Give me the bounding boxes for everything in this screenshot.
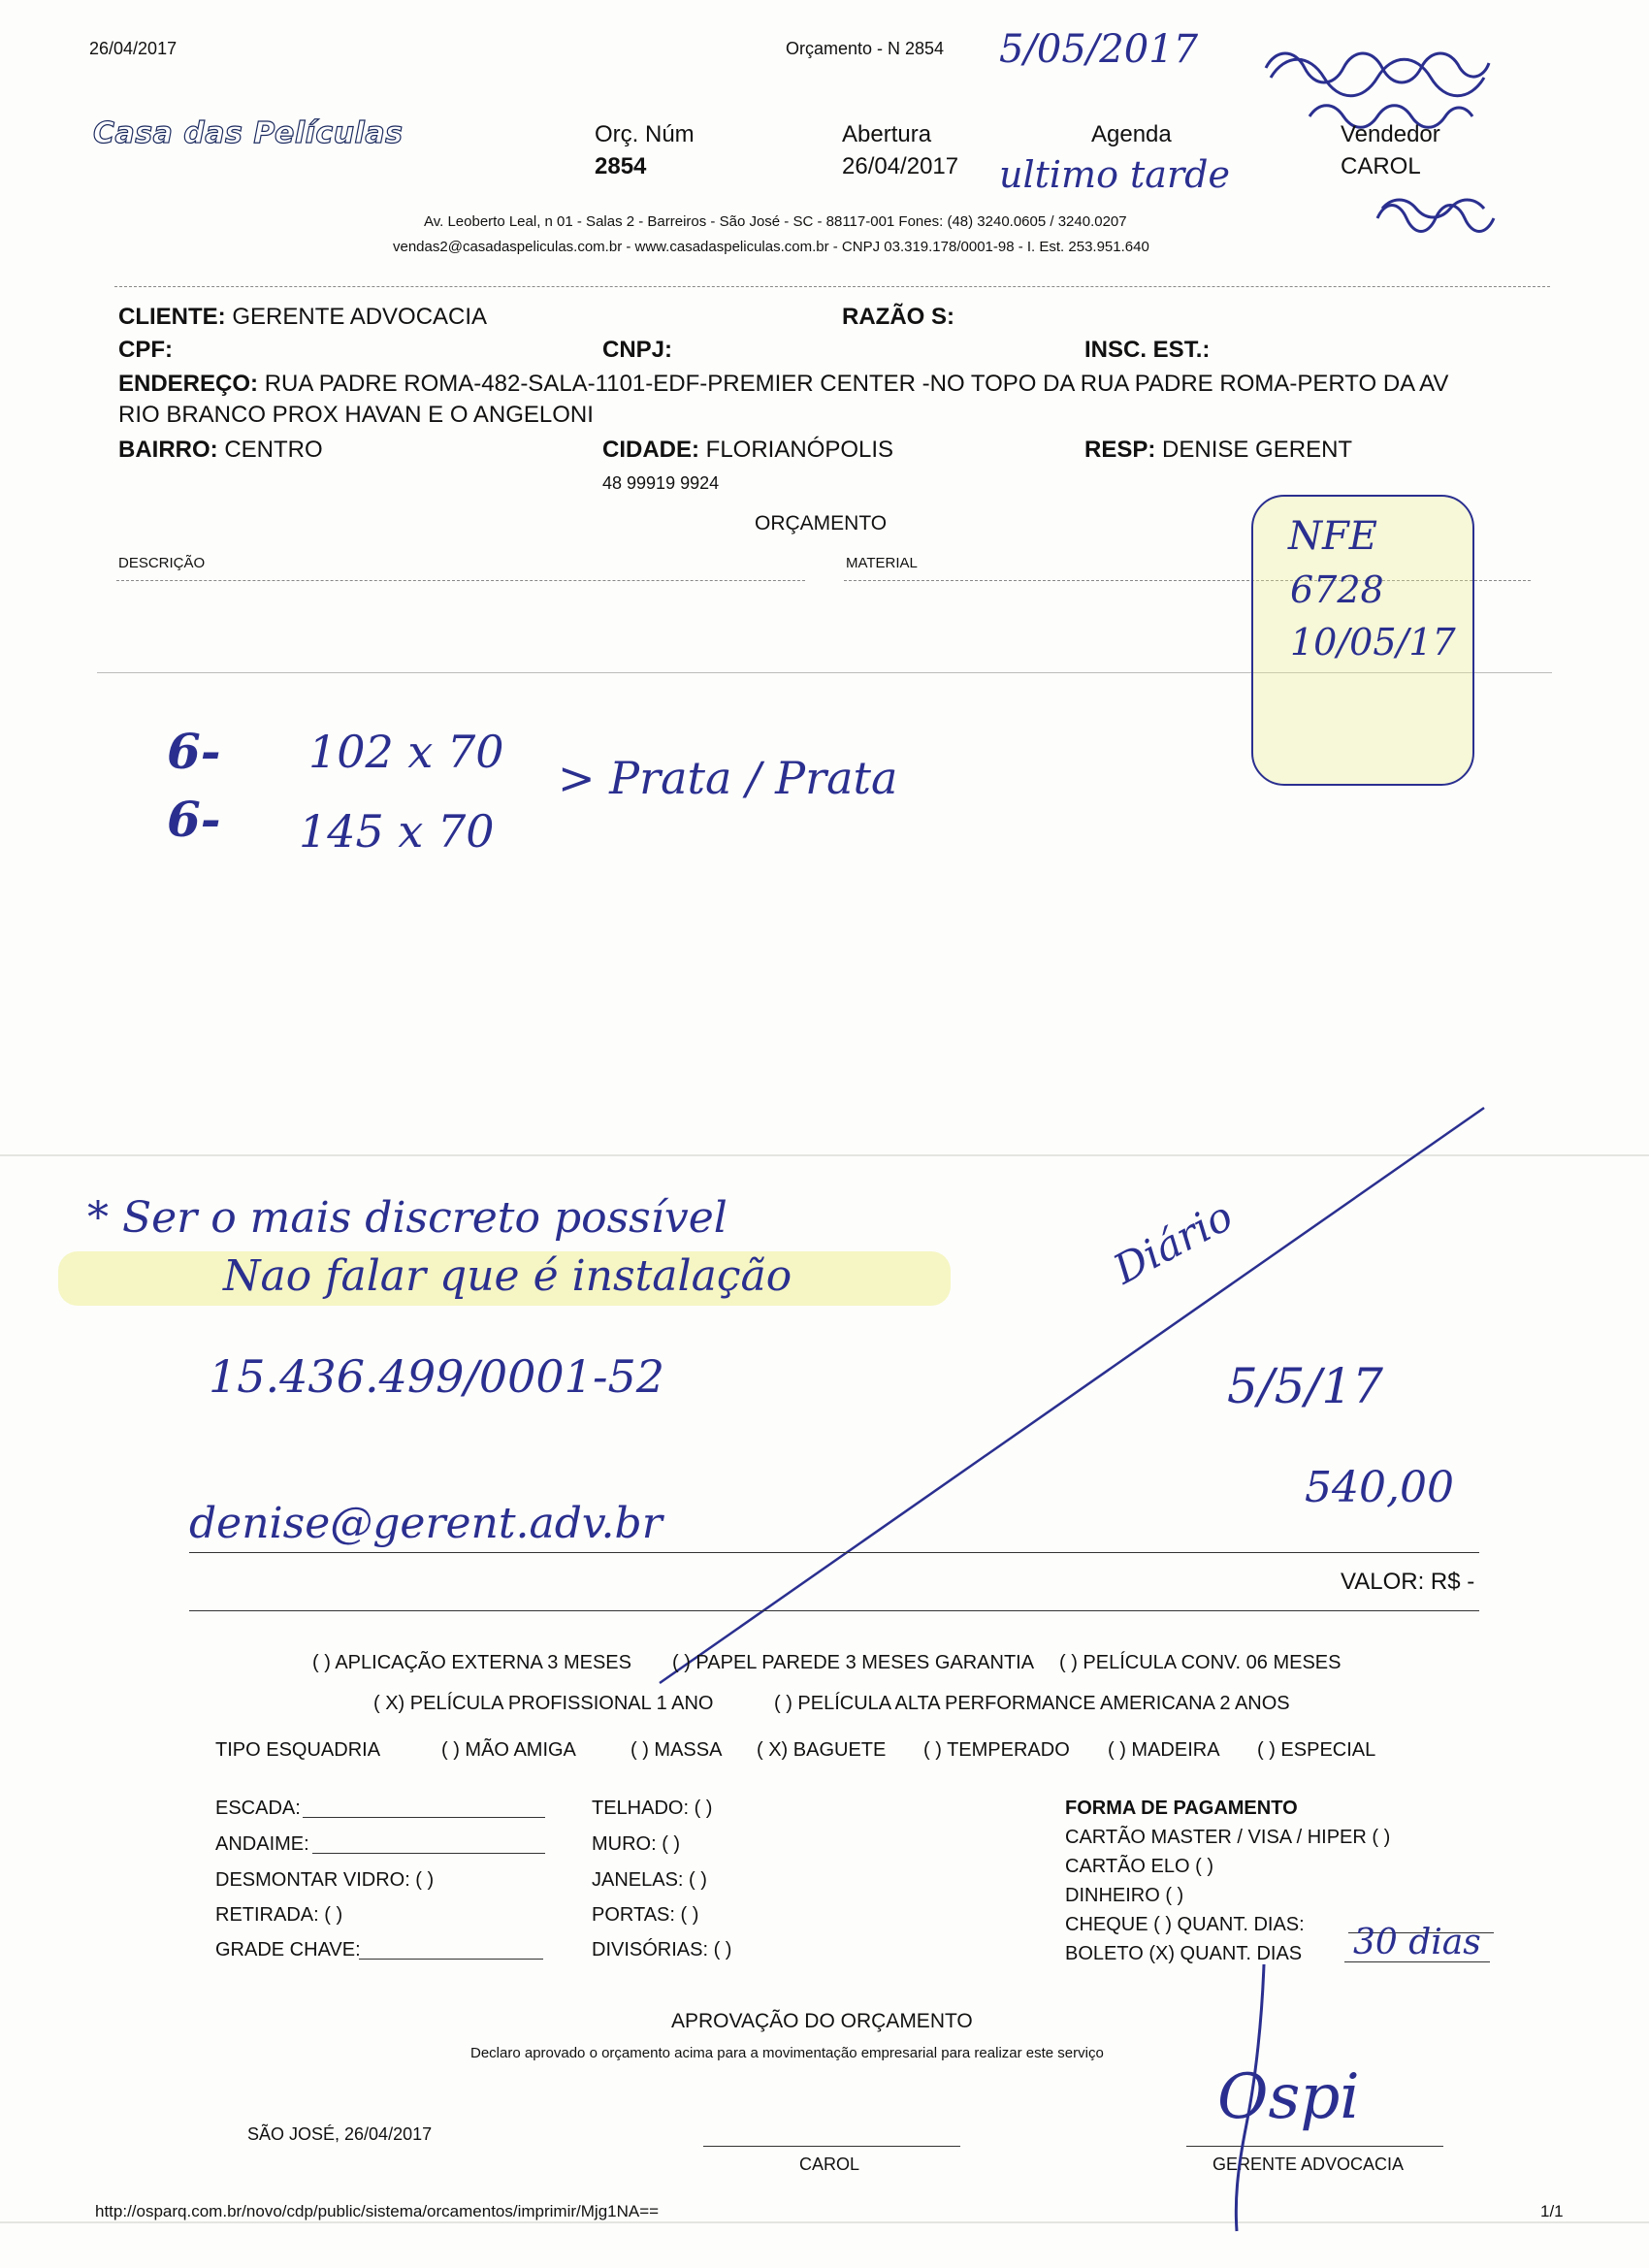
footer-url[interactable]: http://osparq.com.br/novo/cdp/public/sistema/orcamentos/imprimir/Mjg1NA==	[95, 2202, 660, 2220]
payment-cheque[interactable]: CHEQUE ( ) QUANT. DIAS:	[1065, 1914, 1305, 1935]
valor-line	[189, 1610, 1479, 1611]
agenda-handwritten: ultimo tarde	[999, 153, 1230, 196]
client-phone: 48 99919 9924	[602, 473, 720, 493]
handwritten-date-note: 5/5/17	[1227, 1358, 1383, 1414]
endereco-label: ENDEREÇO:	[118, 371, 259, 397]
bairro-value: CENTRO	[224, 437, 323, 463]
payment-cartao-elo[interactable]: CARTÃO ELO ( )	[1065, 1856, 1213, 1877]
nfe-date: 10/05/17	[1290, 621, 1456, 664]
portas[interactable]: PORTAS: ( )	[592, 1904, 699, 1926]
company-logo: Casa das Películas	[93, 116, 404, 150]
cpf-label: CPF:	[118, 337, 173, 363]
andaime-label: ANDAIME:	[215, 1833, 309, 1855]
resp-label: RESP:	[1084, 437, 1156, 463]
signature-label-client: GERENTE ADVOCACIA	[1212, 2155, 1405, 2174]
item1-size: 102 x 70	[308, 726, 504, 778]
esquadria-especial[interactable]: ( ) ESPECIAL	[1257, 1739, 1376, 1761]
print-date: 26/04/2017	[89, 39, 178, 58]
material-label: MATERIAL	[846, 555, 918, 571]
company-contact: vendas2@casadaspeliculas.com.br - www.casadaspeliculas.com.br - CNPJ 03.319.178/0001-98 - I. Est. 253.951.640	[393, 239, 1149, 255]
handwritten-amount: 540,00	[1305, 1463, 1454, 1512]
payment-boleto[interactable]: BOLETO (X) QUANT. DIAS	[1065, 1943, 1303, 1964]
note-discreet: * Ser o mais discreto possível	[87, 1193, 728, 1243]
janelas[interactable]: JANELAS: ( )	[592, 1869, 707, 1891]
descricao-label: DESCRIÇÃO	[118, 555, 206, 571]
client-signature: Ospi	[1217, 2061, 1360, 2133]
payment-title: FORMA DE PAGAMENTO	[1065, 1798, 1298, 1819]
signature-label-seller: CAROL	[799, 2155, 860, 2174]
abertura-label: Abertura	[842, 121, 932, 147]
approval-declaration: Declaro aprovado o orçamento acima para a movimentação empresarial para realizar este serviço	[470, 2045, 1104, 2061]
place-date: SÃO JOSÉ, 26/04/2017	[247, 2124, 433, 2144]
abertura-value: 26/04/2017	[842, 153, 959, 179]
esquadria-label: TIPO ESQUADRIA	[215, 1739, 381, 1761]
payment-dinheiro[interactable]: DINHEIRO ( )	[1065, 1885, 1184, 1906]
signature-stroke	[1217, 1960, 1295, 2241]
resp-value: DENISE GERENT	[1162, 437, 1353, 463]
cidade-label: CIDADE:	[602, 437, 699, 463]
cliente-label: CLIENTE:	[118, 304, 226, 330]
divisorias[interactable]: DIVISÓRIAS: ( )	[592, 1939, 732, 1960]
company-address: Av. Leoberto Leal, n 01 - Salas 2 - Barreiros - São José - SC - 88117-001 Fones: (48) 3240.0605 / 3240.0207	[424, 213, 1127, 230]
retirada[interactable]: RETIRADA: ( )	[215, 1904, 343, 1926]
cidade-value: FLORIANÓPOLIS	[705, 437, 894, 463]
cnpj-label: CNPJ:	[602, 337, 673, 363]
item-material: > Prata / Prata	[558, 752, 898, 804]
bairro-label: BAIRRO:	[118, 437, 218, 463]
esquadria-temperado[interactable]: ( ) TEMPERADO	[923, 1739, 1070, 1761]
handwritten-days: 30 dias	[1353, 1923, 1481, 1962]
escada-field[interactable]	[303, 1817, 545, 1818]
valor-label: VALOR: R$ -	[1341, 1569, 1475, 1595]
payment-cartao-master[interactable]: CARTÃO MASTER / VISA / HIPER ( )	[1065, 1827, 1391, 1848]
grade-chave-label: GRADE CHAVE:	[215, 1939, 361, 1960]
endereco-value-2: RIO BRANCO PROX HAVAN E O ANGELONI	[118, 402, 594, 428]
option-aplicacao-externa[interactable]: ( ) APLICAÇÃO EXTERNA 3 MESES	[312, 1652, 631, 1673]
telhado[interactable]: TELHADO: ( )	[592, 1798, 713, 1819]
handwritten-email: denise@gerent.adv.br	[189, 1499, 663, 1548]
approval-title: APROVAÇÃO DO ORÇAMENTO	[671, 2010, 973, 2032]
note-not-installation: Nao falar que é instalação	[223, 1251, 792, 1301]
orc-num-label: Orç. Núm	[595, 121, 695, 147]
desmontar-vidro[interactable]: DESMONTAR VIDRO: ( )	[215, 1869, 435, 1891]
option-pelicula-profissional[interactable]: ( X) PELÍCULA PROFISSIONAL 1 ANO	[373, 1693, 714, 1714]
orc-num-value: 2854	[595, 153, 647, 179]
esquadria-massa[interactable]: ( ) MASSA	[630, 1739, 723, 1761]
signature-line-seller	[703, 2146, 960, 2147]
budget-title: ORÇAMENTO	[755, 512, 888, 535]
razao-label: RAZÃO S:	[842, 304, 954, 330]
handwritten-date: 5/05/2017	[999, 27, 1199, 72]
insc-label: INSC. EST.:	[1084, 337, 1211, 363]
handwritten-daily: Diário	[1106, 1191, 1241, 1294]
handwritten-cnpj: 15.436.499/0001-52	[209, 1350, 665, 1403]
option-pelicula-alta-performance[interactable]: ( ) PELÍCULA ALTA PERFORMANCE AMERICANA 2 ANOS	[774, 1693, 1290, 1714]
nfe-label: NFE	[1288, 514, 1377, 559]
cliente-value: GERENTE ADVOCACIA	[232, 304, 488, 330]
endereco-value: RUA PADRE ROMA-482-SALA-1101-EDF-PREMIER CENTER -NO TOPO DA RUA PADRE ROMA-PERTO DA AV	[264, 371, 1449, 397]
andaime-field[interactable]	[312, 1853, 545, 1854]
item1-quantity: 6-	[167, 723, 221, 780]
item2-quantity: 6-	[167, 791, 221, 848]
item2-size: 145 x 70	[299, 805, 495, 858]
grade-chave-field[interactable]	[359, 1959, 543, 1960]
esquadria-baguete[interactable]: ( X) BAGUETE	[757, 1739, 887, 1761]
page-number: 1/1	[1540, 2202, 1564, 2220]
muro[interactable]: MURO: ( )	[592, 1833, 681, 1855]
nfe-number: 6728	[1290, 568, 1384, 611]
esquadria-mao-amiga[interactable]: ( ) MÃO AMIGA	[441, 1739, 576, 1761]
escada-label: ESCADA:	[215, 1798, 301, 1819]
option-papel-parede[interactable]: ( ) PAPEL PAREDE 3 MESES GARANTIA	[672, 1652, 1035, 1673]
document-title: Orçamento - N 2854	[786, 39, 945, 58]
esquadria-madeira[interactable]: ( ) MADEIRA	[1108, 1739, 1220, 1761]
vendedor-label: Vendedor	[1341, 121, 1440, 147]
vendedor-value: CAROL	[1341, 153, 1421, 179]
option-pelicula-conv[interactable]: ( ) PELÍCULA CONV. 06 MESES	[1059, 1652, 1342, 1673]
agenda-label: Agenda	[1091, 121, 1172, 147]
email-line	[189, 1552, 1479, 1553]
